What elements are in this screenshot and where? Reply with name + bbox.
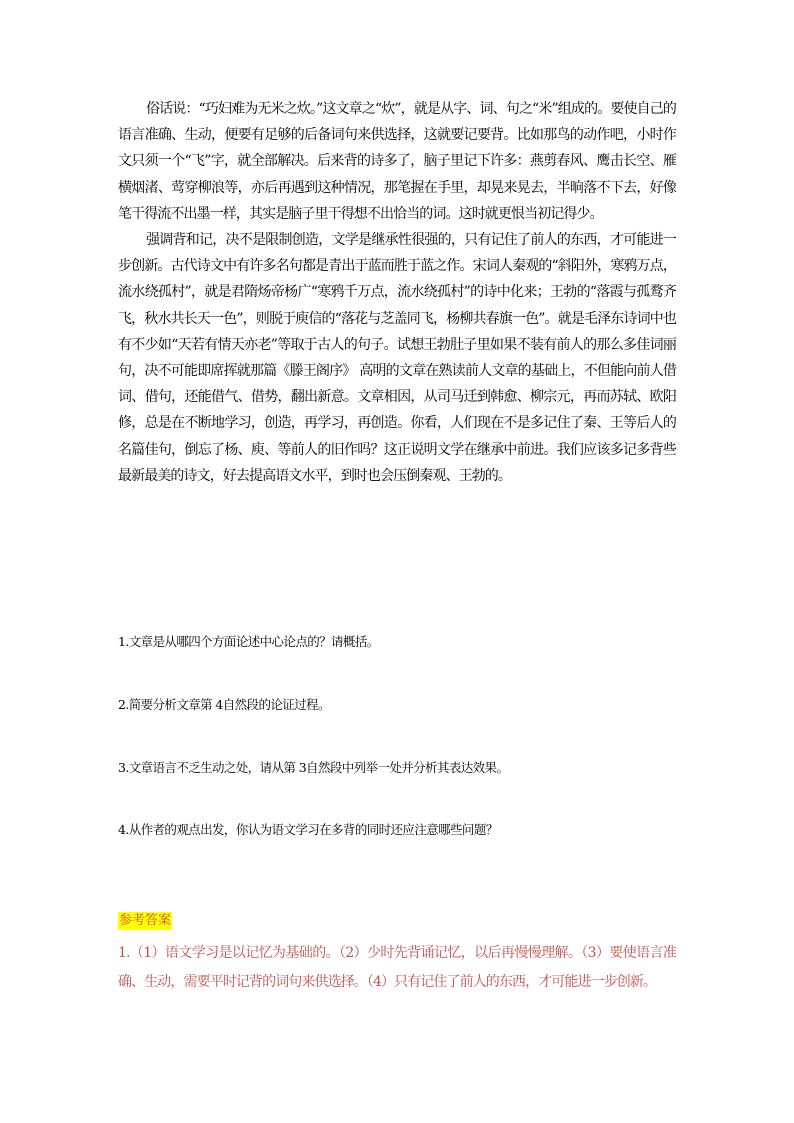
passage xyxy=(118,96,676,489)
answer-text: 1.（1）语文学习是以记忆为基础的。（2）少时先背诵记忆，以后再慢慢理解。（3）要使语言准确、生动，需要平时记背的词句来供选择。（4）只有记住了前人的东西，才可能进一步创新。 xyxy=(118,945,676,990)
question-2: 2.简要分析文章第 4自然段的论证过程。 xyxy=(118,697,330,712)
question-3: 3.文章语言不乏生动之处，请从第 3自然段中列举一处并分析其表达效果。 xyxy=(118,760,509,775)
answer-heading: 参考答案 xyxy=(119,913,172,928)
passage-paragraph-2: 强调背和记，决不是限制创造，文学是继承性很强的，只有记住了前人的东西，才可能进一步创新。古代诗文中有许多名句都是青出于蓝而胜于蓝之作。宋词人秦观的“斜阳外，寒鸦万点，流水绕孤村”，就是君隋炀帝杨广“寒鸦千万点，流水绕孤村”的诗中化来；王勃的“落霞与孤鹜齐飞，秋水共长天一色”，则脱于庾信的“落花与芝盖同飞，杨柳共春旗一色”。就是毛泽东诗词中也有不少如“天若有情天亦老”等取于古人的句子。试想王勃肚子里如果不装有前人的那么多佳词丽句，决不可能即席挥就那篇《滕王阁序》 高明的文章在熟读前人文章的基础上，不但能向前人借词、借句，还能借气、借势，翻出新意。文章相因，从司马迁到韩愈、柳宗元，再而苏轼、欧阳修，总是在不断地学习，创造，再学习，再创造。你看，人们现在不是多记住了秦、王等后人的名篇佳句，倒忘了杨、庾、等前人的旧作吗？这正说明文学在继承中前进。我们应该多记多背些最新最美的诗文，好去提高语文水平，到时也会压倒秦观、王勃的。 xyxy=(118,232,676,484)
passage-paragraph-1: 俗话说：“巧妇难为无米之炊。”这文章之“炊”，就是从字、词、句之“米”组成的。要使自己的语言准确、生动，便要有足够的后备词句来供选择，这就要记要背。比如那鸟的动作吧，小时作文只须一个“飞”字，就全部解决。后来背的诗多了，脑子里记下许多：燕剪春风、鹰击长空、雁横烟渚、莺穿柳浪等，亦后再遇到这种情况，那笔握在手里，却晃来晃去，半晌落不下去，好像笔干得流不出墨一样，其实是脑子里干得想不出恰当的词。这时就更恨当初记得少。 xyxy=(118,101,676,222)
question-1: 1.文章是从哪四个方面论述中心论点的？请概括。 xyxy=(118,634,379,649)
question-4: 4.从作者的观点出发，你认为语文学习在多背的同时还应注意哪些问题？ xyxy=(118,822,498,837)
